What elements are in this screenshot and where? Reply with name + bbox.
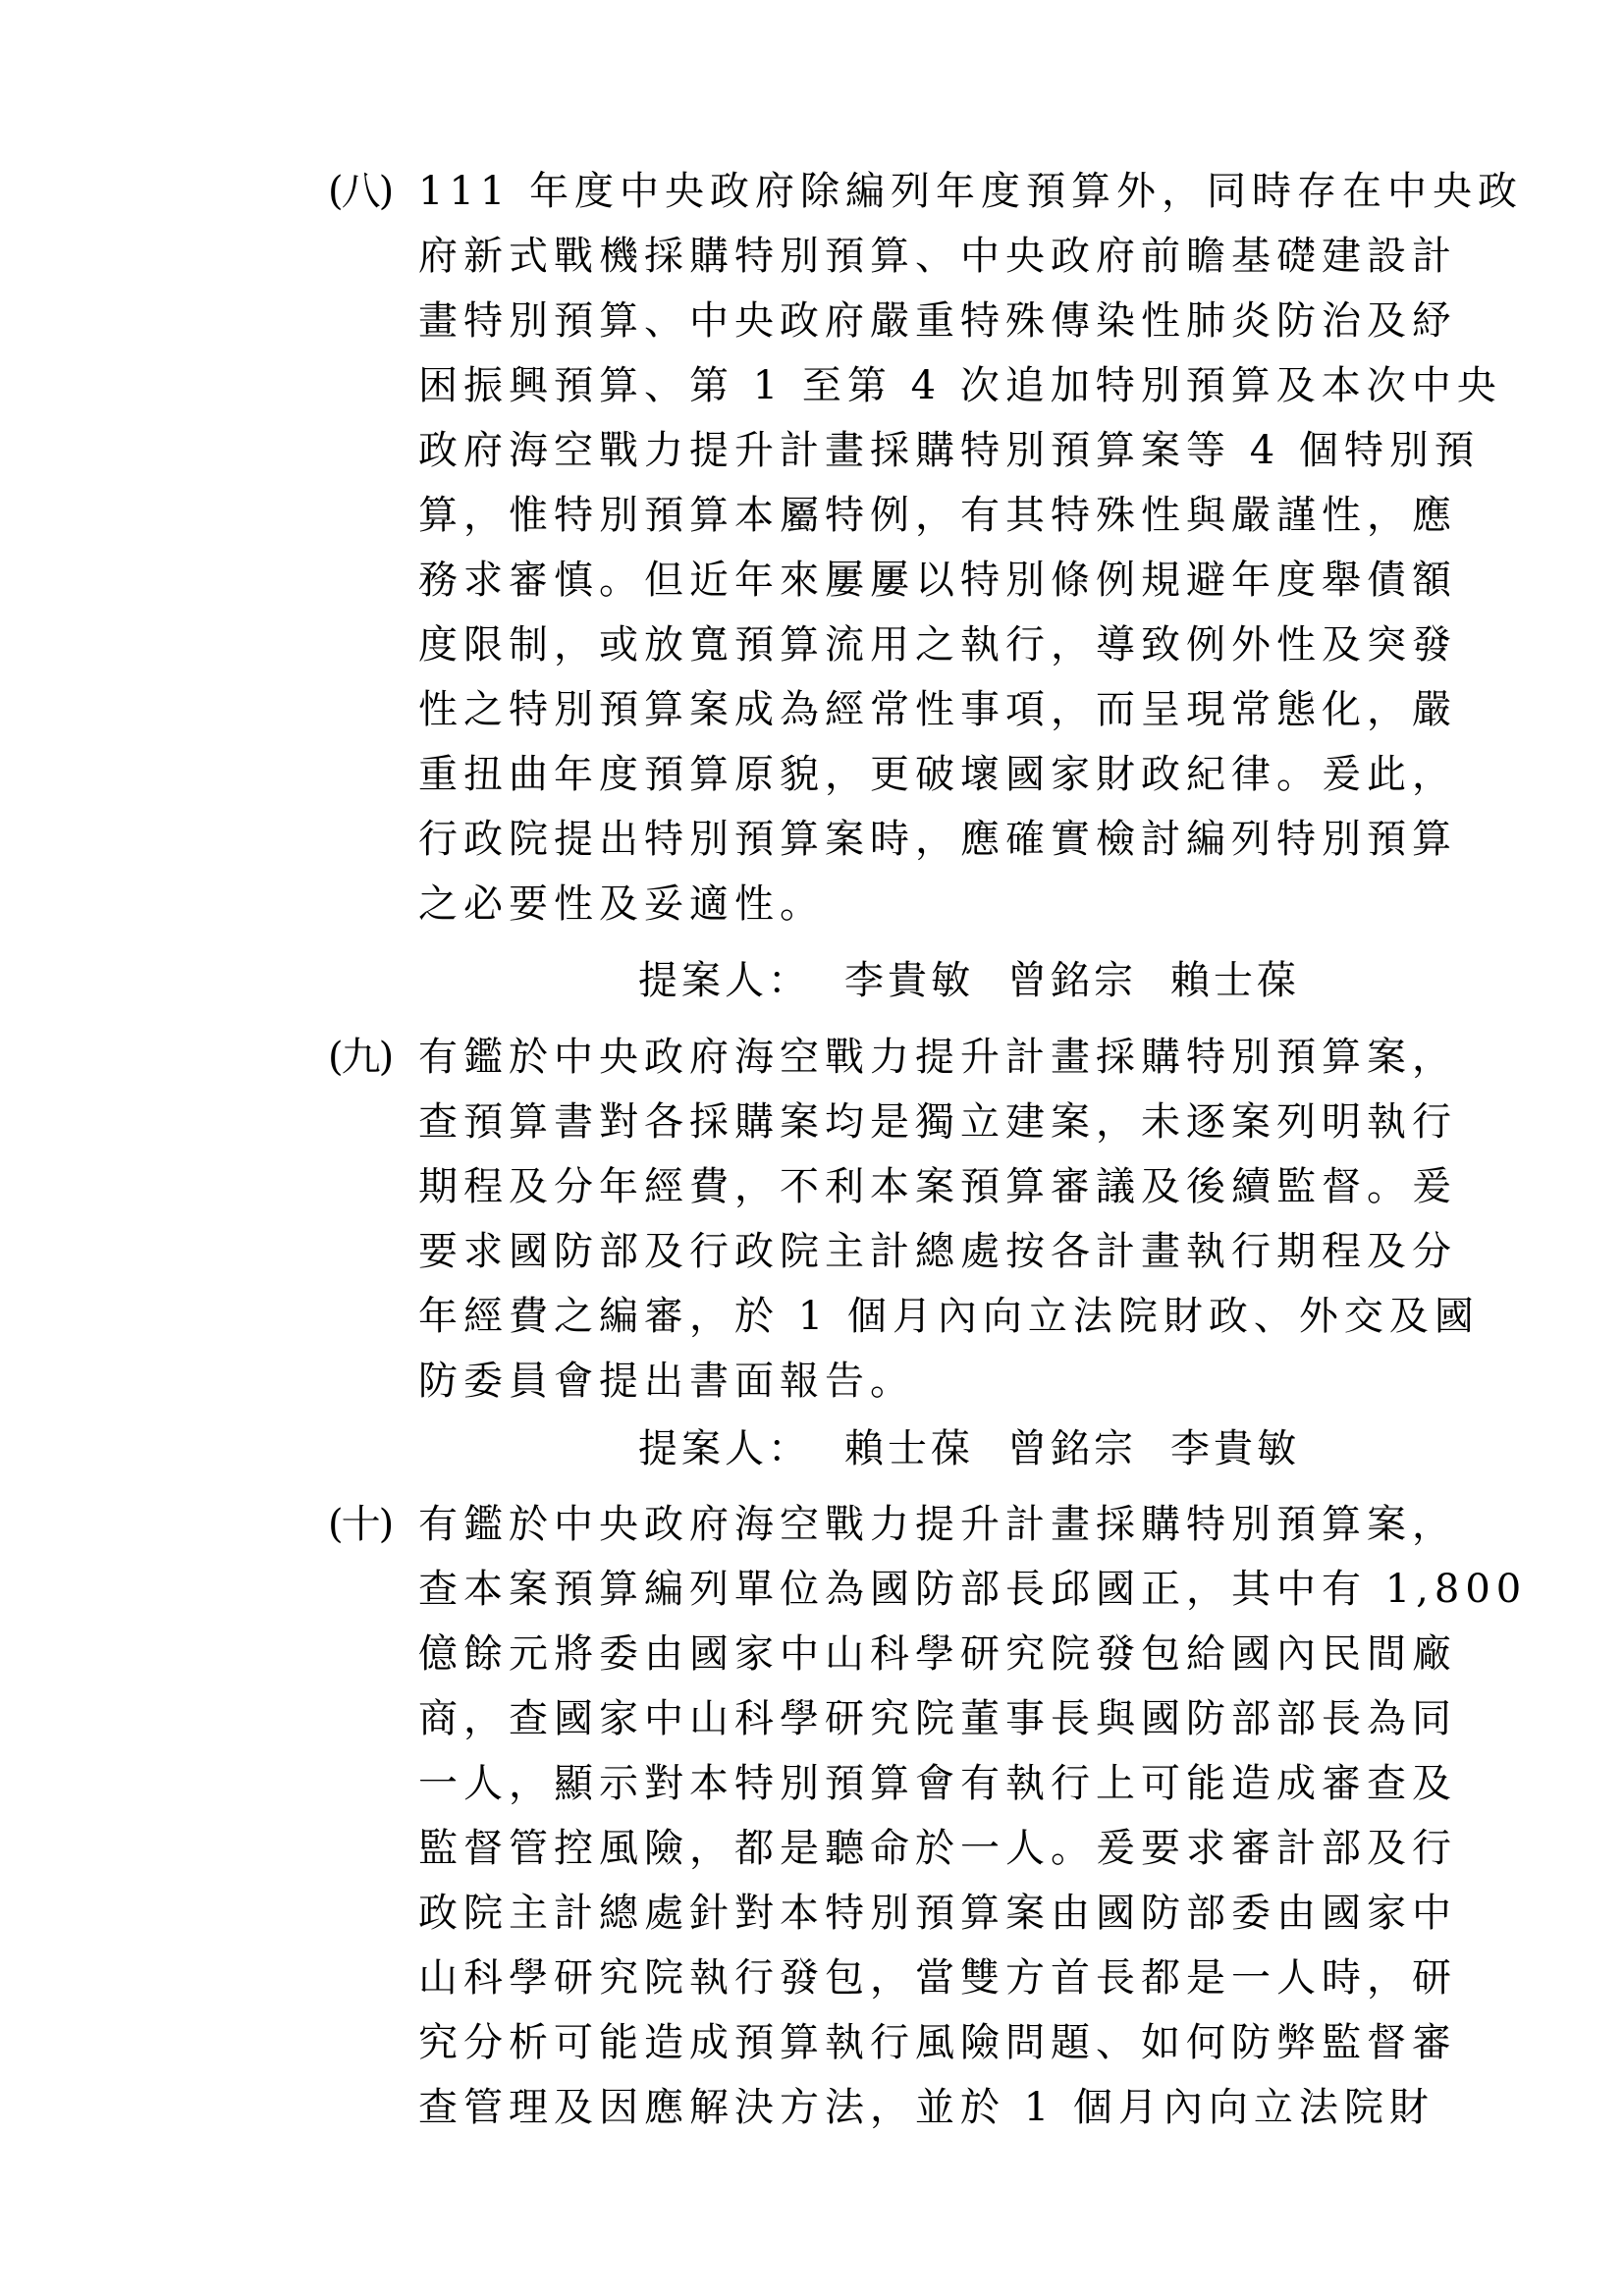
text-line: 年經費之編審，於 1 個月內向立法院財政、外交及國	[418, 1294, 1480, 1339]
text-line: 務求審慎。但近年來屢屢以特別條例規避年度舉債額	[418, 558, 1457, 603]
proposer-name: 李貴敏	[844, 958, 974, 1003]
proposer-name: 賴士葆	[1170, 958, 1300, 1003]
text-line: 究分析可能造成預算執行風險問題、如何防弊監督審	[418, 2020, 1457, 2065]
text-line: 有鑑於中央政府海空戰力提升計畫採購特別預算案，	[418, 1502, 1457, 1547]
text-line: 政府海空戰力提升計畫採購特別預算案等 4 個特別預	[418, 428, 1480, 473]
text-line: 畫特別預算、中央政府嚴重特殊傳染性肺炎防治及紓	[418, 298, 1457, 344]
proposer-label: 提案人：	[638, 1426, 811, 1471]
proposer-name: 曾銘宗	[1007, 958, 1137, 1003]
text-line: 要求國防部及行政院主計總處按各計畫執行期程及分	[418, 1229, 1457, 1274]
text-line: 行政院提出特別預算案時，應確實檢討編列特別預算	[418, 817, 1457, 862]
item-body	[418, 1025, 1480, 1414]
text-line: 防委員會提出書面報告。	[418, 1359, 915, 1404]
proposer-label: 提案人：	[638, 958, 811, 1003]
item-number: (九)	[328, 1035, 393, 1080]
text-line: 111 年度中央政府除編列年度預算外，同時存在中央政	[418, 169, 1524, 214]
motion-item-10	[328, 1492, 1528, 2140]
text-line: 期程及分年經費，不利本案預算審議及後續監督。爰	[418, 1164, 1457, 1209]
item-body	[418, 1492, 1527, 2140]
text-line: 算，惟特別預算本屬特例，有其特殊性與嚴謹性，應	[418, 493, 1457, 538]
proposer-name: 賴士葆	[844, 1426, 974, 1471]
text-line: 查本案預算編列單位為國防部長邱國正，其中有 1,800	[418, 1567, 1528, 1612]
item-body	[418, 159, 1523, 936]
proposer-line	[638, 1416, 1300, 1481]
text-line: 之必要性及妥適性。	[418, 881, 825, 927]
proposer-name: 曾銘宗	[1007, 1426, 1137, 1471]
text-line: 度限制，或放寬預算流用之執行，導致例外性及突發	[418, 622, 1457, 667]
proposer-line	[638, 948, 1300, 1013]
text-line: 有鑑於中央政府海空戰力提升計畫採購特別預算案，	[418, 1035, 1457, 1080]
text-line: 困振興預算、第 1 至第 4 次追加特別預算及本次中央	[418, 363, 1502, 408]
text-line: 查管理及因應解決方法，並於 1 個月內向立法院財	[418, 2085, 1435, 2130]
text-line: 山科學研究院執行發包，當雙方首長都是一人時，研	[418, 1955, 1457, 2001]
text-line: 重扭曲年度預算原貌，更破壞國家財政紀律。爰此，	[418, 752, 1457, 797]
motion-item-8	[328, 159, 1524, 936]
text-line: 商，查國家中山科學研究院董事長與國防部部長為同	[418, 1696, 1457, 1741]
proposer-name: 李貴敏	[1170, 1426, 1300, 1471]
text-line: 性之特別預算案成為經常性事項，而呈現常態化，嚴	[418, 687, 1457, 732]
item-number: (八)	[328, 169, 393, 214]
text-line: 億餘元將委由國家中山科學研究院發包給國內民間廠	[418, 1631, 1457, 1677]
text-line: 監督管控風險，都是聽命於一人。爰要求審計部及行	[418, 1826, 1457, 1871]
item-number: (十)	[328, 1502, 393, 1547]
text-line: 查預算書對各採購案均是獨立建案，未逐案列明執行	[418, 1099, 1457, 1145]
text-line: 一人，顯示對本特別預算會有執行上可能造成審查及	[418, 1761, 1457, 1806]
motion-item-9	[328, 1025, 1480, 1414]
text-line: 政院主計總處針對本特別預算案由國防部委由國家中	[418, 1891, 1457, 1936]
text-line: 府新式戰機採購特別預算、中央政府前瞻基礎建設計	[418, 234, 1457, 279]
